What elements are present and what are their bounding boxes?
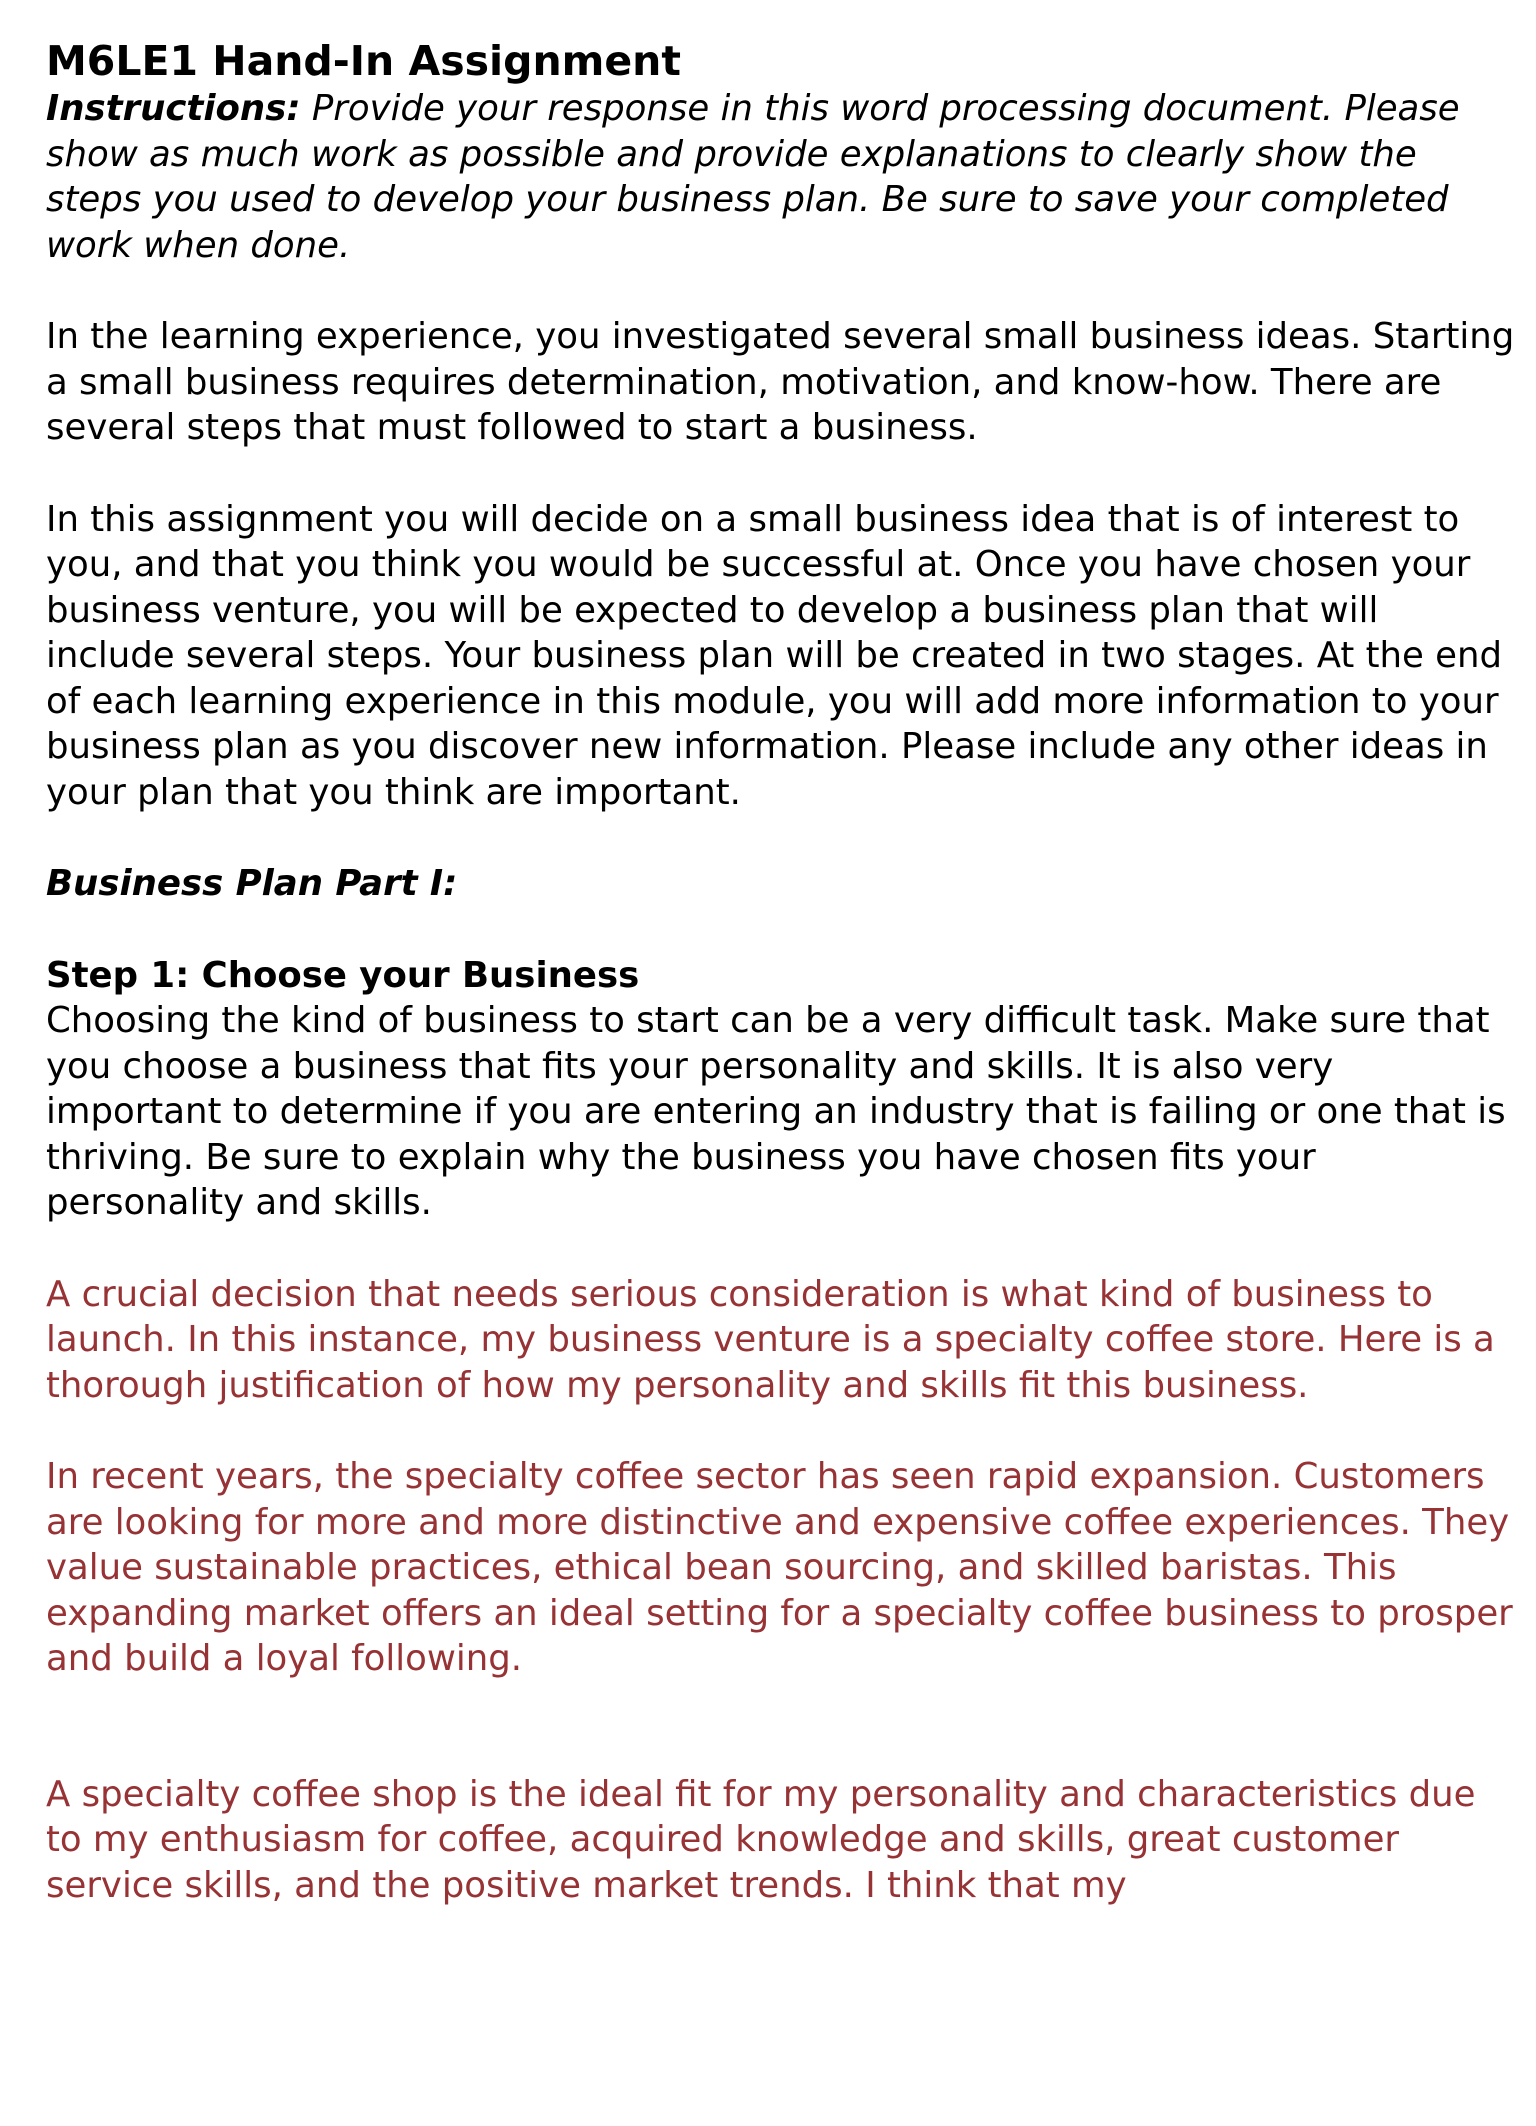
step1-prompt: Choosing the kind of business to start can be a very difficult task. Make sure that you choose a business that fits your personality and skills. It is also very important to determine if you are entering an industry that is failing or one that is thriving. Be sure to explain why the business you have chosen fits your personality and skills. bbox=[46, 1000, 1506, 1223]
step1-heading: Step 1: Choose your Business bbox=[46, 954, 640, 996]
document-page bbox=[46, 36, 1516, 1908]
answer-paragraph-1: A crucial decision that needs serious consideration is what kind of business to launch. In this instance, my business venture is a specialty coffee store. Here is a thorough justification of how my personality and skills fit this business. bbox=[46, 1273, 1495, 1406]
instructions bbox=[46, 86, 1516, 268]
section-heading: Business Plan Part I: bbox=[46, 863, 458, 904]
instructions-text: Provide your response in this word processing document. Please show as much work as possible and provide explanations to clearly show the steps you used to develop your business plan. Be sure to save your completed work when done. bbox=[46, 88, 1460, 266]
instructions-label: Instructions: bbox=[46, 88, 301, 129]
intro-paragraph-2: In this assignment you will decide on a small business idea that is of interest to you, and that you think you would be successful at. Once you have chosen your business venture, you will be expected to develop a business plan that will include several steps. Your business plan will be created in two stages. At the end of each learning experience in this module, you will add more information to your business plan as you discover new information. Please include any other ideas in your plan that you think are important. bbox=[46, 498, 1503, 813]
answer-paragraph-2: In recent years, the specialty coffee sector has seen rapid expansion. Customers are looking for more and more distinctive and expensive coffee experiences. They value sustainable practices, ethical bean sourcing, and skilled baristas. This expanding market offers an ideal setting for a specialty coffee business to prosper and build a loyal following. bbox=[46, 1456, 1513, 1679]
intro-paragraph-1: In the learning experience, you investigated several small business ideas. Starting a small business requires determination, motivation, and know-how. There are several steps that must followed to start a business. bbox=[46, 316, 1515, 448]
answer-paragraph-3: A specialty coffee shop is the ideal fit for my personality and characteristics due to my enthusiasm for coffee, acquired knowledge and skills, great customer service skills, and the positive market trends. I think that my bbox=[46, 1773, 1476, 1906]
document-title: M6LE1 Hand-In Assignment bbox=[46, 37, 681, 85]
